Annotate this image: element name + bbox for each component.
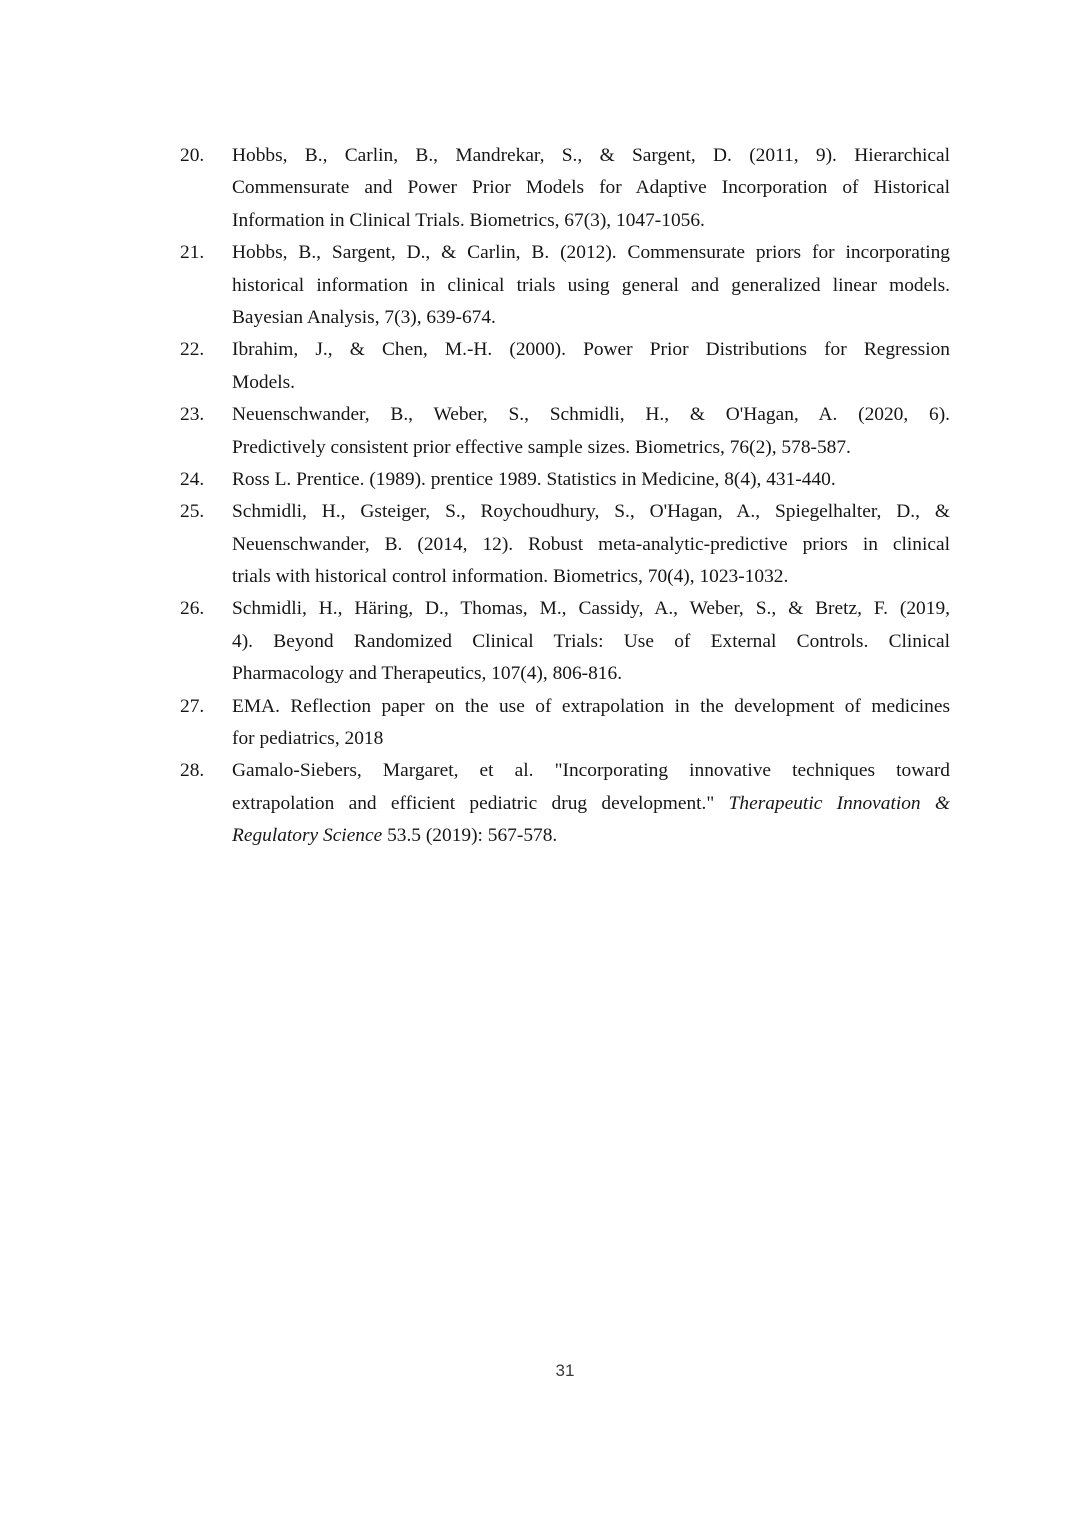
reference-item [180, 399, 950, 464]
reference-line [232, 140, 950, 172]
reference-text: Commensurate and Power Prior Models for Adaptive Incorporation of Historical [232, 177, 950, 199]
reference-text: Neuenschwander, B. (2014, 12). Robust meta-analytic-predictive priors in clinical [232, 533, 950, 555]
reference-text: Neuenschwander, B., Weber, S., Schmidli, H., & O'Hagan, A. (2020, 6). [232, 404, 950, 426]
reference-number: 22. [180, 339, 205, 361]
reference-number: 24. [180, 468, 205, 490]
reference-text: Schmidli, H., Häring, D., Thomas, M., Cassidy, A., Weber, S., & Bretz, F. (2019, [232, 598, 950, 620]
reference-line [232, 334, 950, 366]
reference-text: Schmidli, H., Gsteiger, S., Roychoudhury, S., O'Hagan, A., Spiegelhalter, D., & [232, 501, 950, 523]
reference-line [232, 820, 950, 852]
reference-text: Bayesian Analysis, 7(3), 639-674. [232, 306, 496, 328]
reference-line [232, 496, 950, 528]
reference-line [232, 367, 950, 399]
reference-text: Hobbs, B., Carlin, B., Mandrekar, S., & Sargent, D. (2011, 9). Hierarchical [232, 145, 950, 166]
reference-line [232, 464, 950, 496]
reference-line [232, 270, 950, 302]
reference-line [232, 399, 950, 431]
reference-line [232, 237, 950, 269]
reference-item [180, 755, 950, 852]
reference-item [180, 237, 950, 334]
journal-title-italic: Therapeutic Innovation & [728, 792, 950, 814]
reference-item [180, 691, 950, 756]
reference-line [232, 755, 950, 787]
page-number: 31 [555, 1361, 575, 1380]
reference-text: historical information in clinical trials using general and generalized linear models. [232, 274, 950, 296]
reference-text: EMA. Reflection paper on the use of extrapolation in the development of medicines [232, 695, 950, 717]
reference-text: Models. [232, 371, 296, 393]
reference-item [180, 334, 950, 399]
reference-line [232, 691, 950, 723]
reference-item [180, 496, 950, 593]
reference-list [180, 140, 950, 853]
reference-text: Pharmacology and Therapeutics, 107(4), 806-816. [232, 663, 623, 685]
reference-number: 20. [180, 145, 205, 166]
reference-text: 53.5 (2019): 567-578. [382, 825, 558, 847]
reference-number: 26. [180, 598, 205, 620]
reference-line [232, 593, 950, 625]
reference-number: 28. [180, 760, 205, 782]
reference-number: 21. [180, 242, 205, 264]
reference-text: Gamalo-Siebers, Margaret, et al. "Incorporating innovative techniques toward [232, 760, 950, 782]
reference-number: 23. [180, 404, 205, 426]
reference-line [232, 432, 950, 464]
reference-text: Information in Clinical Trials. Biometrics, 67(3), 1047-1056. [232, 209, 705, 231]
reference-line [232, 626, 950, 658]
journal-title-italic: Regulatory Science [232, 825, 383, 847]
reference-line [232, 723, 950, 755]
reference-line [232, 529, 950, 561]
reference-number: 27. [180, 695, 205, 717]
reference-number: 25. [180, 501, 205, 523]
reference-line [232, 302, 950, 334]
reference-text: 4). Beyond Randomized Clinical Trials: Use of External Controls. Clinical [232, 630, 950, 652]
reference-item [180, 593, 950, 690]
reference-text: extrapolation and efficient pediatric drug development." [232, 792, 729, 814]
reference-text: for pediatrics, 2018 [232, 728, 384, 750]
reference-line [232, 172, 950, 204]
reference-line [232, 658, 950, 690]
reference-text: Ross L. Prentice. (1989). prentice 1989. Statistics in Medicine, 8(4), 431-440. [232, 468, 836, 490]
reference-text: Hobbs, B., Sargent, D., & Carlin, B. (2012). Commensurate priors for incorporating [232, 242, 950, 264]
reference-item [180, 140, 950, 237]
reference-line [232, 561, 950, 593]
reference-text: Ibrahim, J., & Chen, M.-H. (2000). Power Prior Distributions for Regression [232, 339, 950, 361]
reference-text: trials with historical control information. Biometrics, 70(4), 1023-1032. [232, 566, 789, 588]
reference-line [232, 788, 950, 820]
reference-text: Predictively consistent prior effective sample sizes. Biometrics, 76(2), 578-587. [232, 436, 851, 458]
reference-item [180, 464, 950, 496]
reference-line [232, 205, 950, 237]
